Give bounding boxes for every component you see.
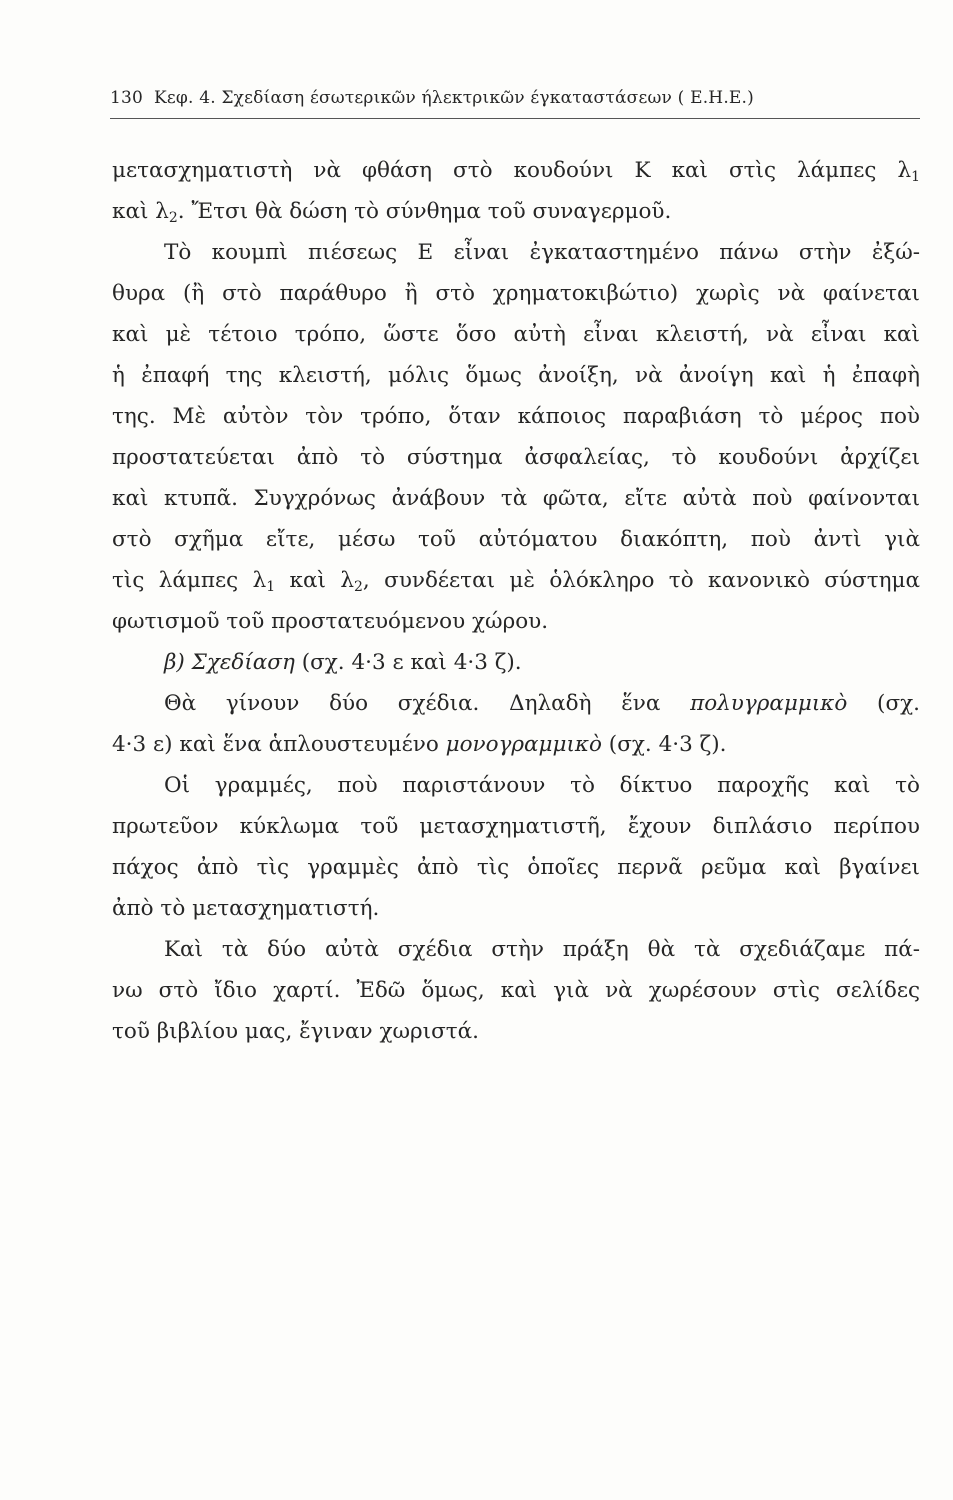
text-line: της. Μὲ αὐτὸν τὸν τρόπο, ὅταν κάποιος παραβιάση τὸ μέρος ποὺ bbox=[112, 404, 920, 429]
text-line: Οἱ γραμμές, ποὺ παριστάνουν τὸ δίκτυο παροχῆς καὶ τὸ bbox=[164, 773, 920, 798]
text-line: Τὸ κουμπὶ πιέσεως Ε εἶναι ἐγκαταστημένο πάνω στὴν ἐξώ- bbox=[164, 240, 920, 265]
running-title: Κεφ. 4. Σχεδίαση έσωτερικῶν ήλεκτρικῶν έγκαταστάσεων ( Ε.Η.Ε.) bbox=[154, 88, 754, 108]
text-line: ἡ ἐπαφή της κλειστή, μόλις ὅμως ἀνοίξη, νὰ ἀνοίγη καὶ ἡ ἐπαφὴ bbox=[112, 363, 920, 388]
text-line: ἀπὸ τὸ μετασχηματιστή. bbox=[112, 896, 380, 921]
text-line: καὶ μὲ τέτοιο τρόπο, ὥστε ὅσο αὐτὴ εἶναι κλειστή, νὰ εἶναι καὶ bbox=[112, 322, 920, 347]
text-line: πάχος ἀπὸ τὶς γραμμὲς ἀπὸ τὶς ὁποῖες περνᾶ ρεῦμα καὶ βγαίνει bbox=[112, 855, 920, 880]
text-line: καὶ $\lambda_2$. Ἔτσι θὰ δώση τὸ σύνθημα τοῦ συναγερμοῦ. bbox=[112, 199, 672, 226]
text-line: μετασχηματιστὴ νὰ φθάση στὸ κουδούνι Κ καὶ στὶς λάμπες $\lambda_1$ bbox=[112, 158, 920, 185]
running-header bbox=[110, 88, 920, 119]
text-line: νω στὸ ἴδιο χαρτί. Ἐδῶ ὅμως, καὶ γιὰ νὰ χωρέσουν στὶς σελίδες bbox=[112, 978, 920, 1003]
text-line: θυρα (ἢ στὸ παράθυρο ἢ στὸ χρηματοκιβώτιο) χωρὶς νὰ φαίνεται bbox=[112, 281, 920, 306]
text-line: καὶ κτυπᾶ. Συγχρόνως ἀνάβουν τὰ φῶτα, εἴτε αὐτὰ ποὺ φαίνονται bbox=[112, 486, 920, 511]
section-heading: β) Σχεδίαση (σχ. 4·3 ε καὶ 4·3 ζ). bbox=[164, 650, 522, 675]
text-line: τοῦ βιβλίου μας, ἔγιναν χωριστά. bbox=[112, 1019, 480, 1044]
text-line: 4·3 ε) καὶ ἕνα ἁπλουστευμένο μονογραμμικὸ (σχ. 4·3 ζ). bbox=[112, 732, 727, 757]
text-line: Θὰ γίνουν δύο σχέδια. Δηλαδὴ ἕνα πολυγραμμικὸ (σχ. bbox=[164, 691, 920, 716]
text-line: φωτισμοῦ τοῦ προστατευόμενου χώρου. bbox=[112, 609, 549, 634]
page-body bbox=[112, 150, 920, 1052]
text-line: στὸ σχῆμα εἴτε, μέσω τοῦ αὐτόματου διακόπτη, ποὺ ἀντὶ γιὰ bbox=[112, 527, 920, 552]
text-line: Καὶ τὰ δύο αὐτὰ σχέδια στὴν πράξη θὰ τὰ σχεδιάζαμε πά- bbox=[164, 937, 920, 962]
text-line: τὶς λάμπες $\lambda_1$ καὶ $\lambda_2$, συνδέεται μὲ ὁλόκληρο τὸ κανονικὸ σύστημα bbox=[112, 568, 920, 595]
text-line: προστατεύεται ἀπὸ τὸ σύστημα ἀσφαλείας, τὸ κουδούνι ἀρχίζει bbox=[112, 445, 920, 470]
page-number: 130 bbox=[110, 88, 144, 108]
text-line: πρωτεῦον κύκλωμα τοῦ μετασχηματιστῆ, ἔχουν διπλάσιο περίπου bbox=[112, 814, 920, 839]
